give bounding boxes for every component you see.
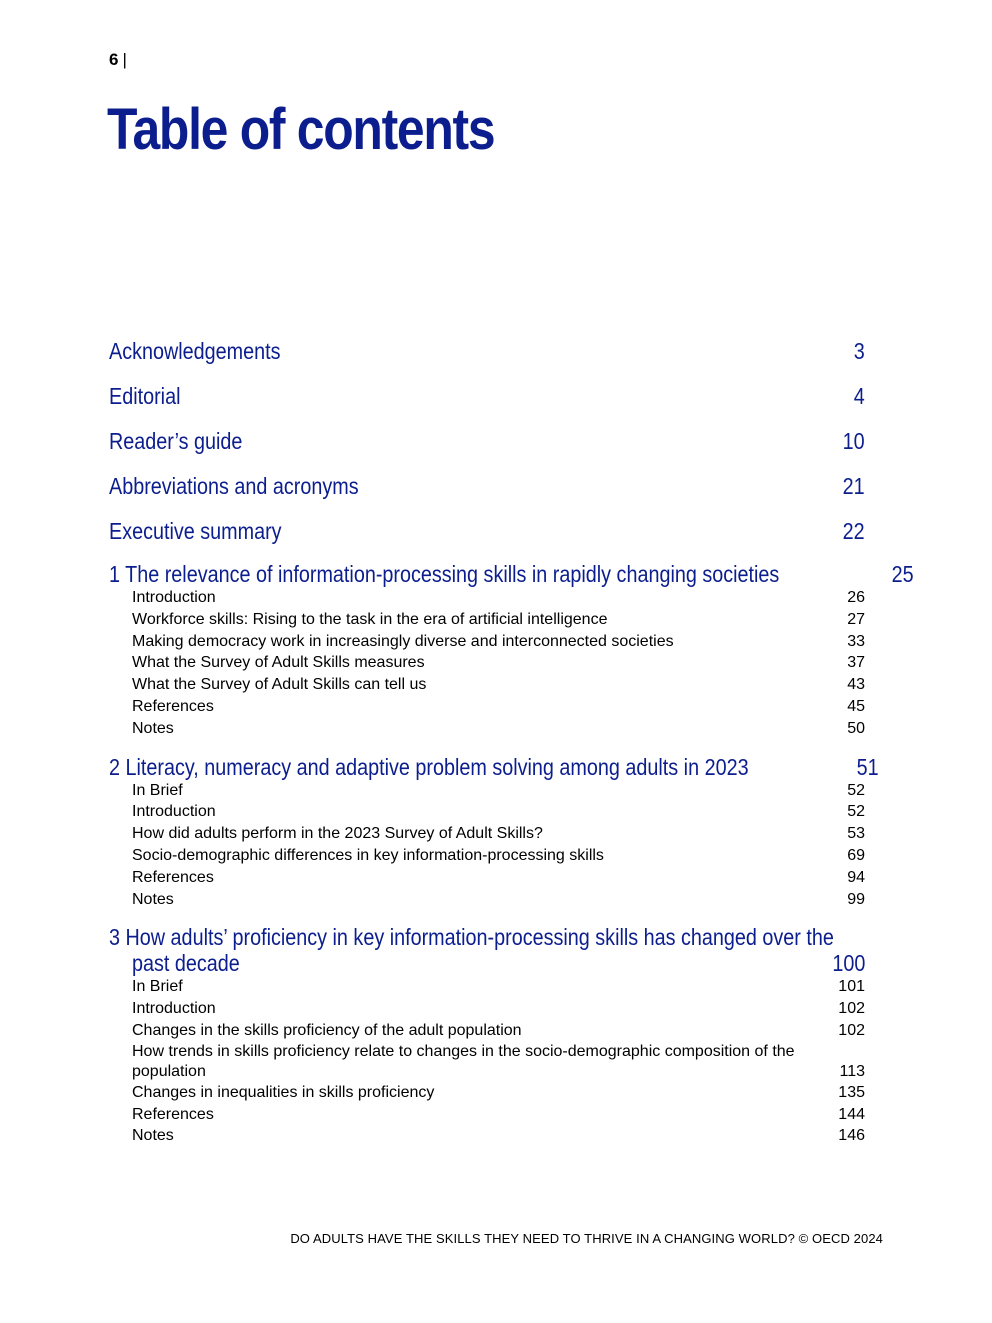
chapter-title[interactable]: 2 Literacy, numeracy and adaptive problem solving among adults in 2023 51 <box>109 753 879 780</box>
toc-section[interactable]: Changes in the skills proficiency of the adult population 102 <box>132 1021 865 1039</box>
toc-chapter-1 <box>109 561 915 740</box>
chapter-title[interactable]: 3 How adults’ proficiency in key information-processing skills has changed over the <box>109 924 834 951</box>
toc-section[interactable]: What the Survey of Adult Skills measures 37 <box>132 654 865 672</box>
toc-entry-abbreviations[interactable]: Abbreviations and acronyms 21 <box>109 473 865 499</box>
toc-section[interactable]: References 94 <box>132 868 865 886</box>
toc-section[interactable]: References 45 <box>132 697 865 715</box>
toc-chapter-2 <box>109 753 879 911</box>
toc-section[interactable]: How did adults perform in the 2023 Survey of Adult Skills? 53 <box>132 825 865 843</box>
toc-entry-acknowledgements[interactable]: Acknowledgements 3 <box>109 338 865 364</box>
chapter-title[interactable]: 1 The relevance of information-processing skills in rapidly changing societies 25 <box>109 561 915 587</box>
toc-entry-editorial[interactable]: Editorial 4 <box>109 383 865 409</box>
page-footer: DO ADULTS HAVE THE SKILLS THEY NEED TO THRIVE IN A CHANGING WORLD? © OECD 2024 <box>290 1231 883 1246</box>
toc-section[interactable]: Notes 50 <box>132 719 865 737</box>
toc-section[interactable]: Workforce skills: Rising to the task in the era of artificial intelligence 27 <box>132 610 865 628</box>
toc-section[interactable]: Introduction 26 <box>132 589 865 606</box>
toc-section[interactable]: How trends in skills proficiency relate to changes in the socio-demographic composition of the population 113 <box>132 1042 865 1080</box>
toc-section[interactable]: References 144 <box>132 1105 865 1123</box>
table-of-contents <box>109 336 915 1147</box>
toc-section[interactable]: In Brief 101 <box>132 978 865 996</box>
page-title: Table of contents <box>107 97 495 162</box>
toc-section[interactable]: Socio-demographic differences in key information-processing skills 69 <box>132 846 865 864</box>
toc-section[interactable]: In Brief 52 <box>132 781 865 799</box>
toc-entry-readers-guide[interactable]: Reader’s guide 10 <box>109 428 865 454</box>
toc-section[interactable]: Changes in inequalities in skills proficiency 135 <box>132 1083 865 1101</box>
toc-section[interactable]: Notes 146 <box>132 1127 865 1145</box>
toc-section[interactable]: What the Survey of Adult Skills can tell us 43 <box>132 676 865 694</box>
page-number: 6 | <box>109 50 127 69</box>
toc-section[interactable]: Making democracy work in increasingly diverse and interconnected societies 33 <box>132 632 865 650</box>
toc-entry-executive-summary[interactable]: Executive summary 22 <box>109 518 865 544</box>
toc-section[interactable]: Introduction 52 <box>132 803 865 821</box>
toc-section[interactable]: Notes 99 <box>132 890 865 908</box>
toc-section[interactable]: Introduction 102 <box>132 1000 865 1018</box>
toc-chapter-3 <box>109 924 865 1147</box>
chapter-title-continued[interactable]: past decade 100 <box>132 950 865 977</box>
